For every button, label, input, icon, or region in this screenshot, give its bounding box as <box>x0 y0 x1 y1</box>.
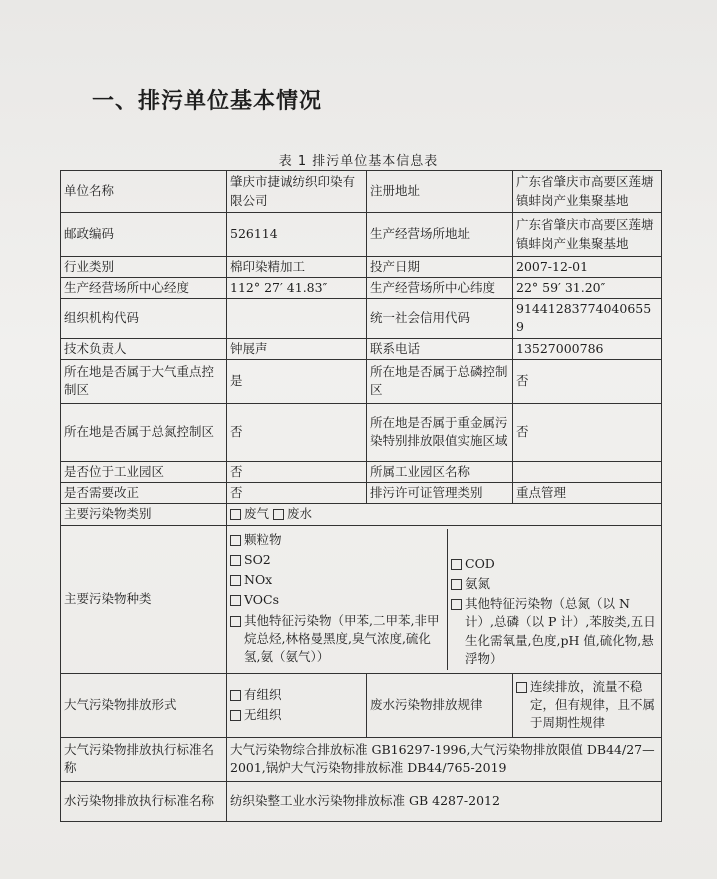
section-title: 一、排污单位基本情况 <box>92 89 323 114</box>
checkbox-empty-icon <box>230 509 241 520</box>
cell-value: 914412837740406559 <box>513 299 662 338</box>
cell-value <box>227 299 367 338</box>
cell-value: 2007-12-01 <box>513 257 662 278</box>
table-row <box>61 213 662 257</box>
option-unorganized: 无组织 <box>244 707 282 723</box>
cell-label: 所在地是否属于总磷控制区 <box>367 359 513 403</box>
table-row <box>61 503 662 525</box>
list-item: 其他特征污染物（甲苯,二甲苯,非甲烷总烃,林格曼黑度,臭气浓度,硫化氢,氨（氨气）） <box>230 612 444 666</box>
table-row <box>61 673 662 737</box>
pollutant-category-options <box>227 503 662 525</box>
table-row <box>61 525 662 673</box>
cell-label: 所在地是否属于总氮控制区 <box>61 403 227 461</box>
table-row <box>61 257 662 278</box>
checkbox-empty-icon <box>230 555 241 566</box>
table-row <box>61 461 662 482</box>
checkbox-empty-icon <box>230 710 241 721</box>
cell-label: 组织机构代码 <box>61 299 227 338</box>
cell-label: 生产经营场所地址 <box>367 213 513 257</box>
cell-label: 是否需要改正 <box>61 482 227 503</box>
cell-label: 邮政编码 <box>61 213 227 257</box>
cell-value: 否 <box>513 359 662 403</box>
cell-value: 13527000786 <box>513 338 662 359</box>
cell-value: 棉印染精加工 <box>227 257 367 278</box>
checkbox-empty-icon <box>516 682 527 693</box>
cell-label: 行业类别 <box>61 257 227 278</box>
checkbox-empty-icon <box>451 599 462 610</box>
table-row <box>61 299 662 338</box>
cell-value <box>513 461 662 482</box>
cell-value: 重点管理 <box>513 482 662 503</box>
checkbox-empty-icon <box>451 579 462 590</box>
cell-label: 所在地是否属于大气重点控制区 <box>61 359 227 403</box>
list-item: COD <box>451 555 658 573</box>
list-item: SO2 <box>230 551 444 569</box>
cell-value: 纺织染整工业水污染物排放标准 GB 4287-2012 <box>227 781 662 821</box>
cell-value: 是 <box>227 359 367 403</box>
cell-label: 注册地址 <box>367 171 513 213</box>
cell-label: 废水污染物排放规律 <box>367 673 513 737</box>
cell-label: 技术负责人 <box>61 338 227 359</box>
list-item: 其他特征污染物（总氮（以 N 计）,总磷（以 P 计）,苯胺类,五日生化需氧量,色度,pH 值,硫化物,悬浮物） <box>451 595 658 668</box>
cell-value: 广东省肇庆市高要区莲塘镇蚌岗产业集聚基地 <box>513 213 662 257</box>
table-row <box>61 171 662 213</box>
cell-value: 大气污染物综合排放标准 GB16297-1996,大气污染物排放限值 DB44/27—2001,锅炉大气污染物排放标准 DB44/765-2019 <box>227 737 662 781</box>
cell-label: 大气污染物排放执行标准名称 <box>61 737 227 781</box>
water-pollutant-list <box>448 529 658 670</box>
checkbox-empty-icon <box>230 595 241 606</box>
cell-value: 22° 59′ 31.20″ <box>513 278 662 299</box>
list-item: NOx <box>230 571 444 589</box>
checkbox-empty-icon <box>230 690 241 701</box>
cell-value: 连续排放，流量不稳定，但有规律，且不属于周期性规律 <box>513 673 662 737</box>
list-item: 氨氮 <box>451 575 658 593</box>
list-item: 颗粒物 <box>230 531 444 549</box>
cell-label: 所在地是否属于重金属污染特别排放限值实施区域 <box>367 403 513 461</box>
cell-label: 是否位于工业园区 <box>61 461 227 482</box>
checkbox-empty-icon <box>273 509 284 520</box>
table-caption: 表 1 排污单位基本信息表 <box>278 154 439 169</box>
cell-label: 单位名称 <box>61 171 227 213</box>
checkbox-empty-icon <box>230 535 241 546</box>
table-row <box>61 781 662 821</box>
table-row <box>61 338 662 359</box>
table-row <box>61 359 662 403</box>
cell-label: 所属工业园区名称 <box>367 461 513 482</box>
cell-value: 否 <box>227 403 367 461</box>
basic-info-table <box>60 170 662 822</box>
cell-label: 生产经营场所中心纬度 <box>367 278 513 299</box>
cell-value: 广东省肇庆市高要区莲塘镇蚌岗产业集聚基地 <box>513 171 662 213</box>
checkbox-empty-icon <box>451 559 462 570</box>
cell-value: 112° 27′ 41.83″ <box>227 278 367 299</box>
cell-label: 生产经营场所中心经度 <box>61 278 227 299</box>
emission-form-options <box>227 673 367 737</box>
table-row <box>61 737 662 781</box>
cell-label: 主要污染物种类 <box>61 525 227 673</box>
table-row <box>61 278 662 299</box>
pollutant-species-cell <box>227 525 662 673</box>
cell-value: 526114 <box>227 213 367 257</box>
air-pollutant-list <box>230 529 448 670</box>
cell-label: 投产日期 <box>367 257 513 278</box>
table-row <box>61 403 662 461</box>
option-waste-gas: 废气 <box>244 506 270 522</box>
cell-value: 否 <box>227 461 367 482</box>
checkbox-empty-icon <box>230 575 241 586</box>
list-item: VOCs <box>230 591 444 609</box>
option-waste-water: 废水 <box>287 506 313 522</box>
cell-label: 水污染物排放执行标准名称 <box>61 781 227 821</box>
option-organized: 有组织 <box>244 687 282 703</box>
cell-label: 主要污染物类别 <box>61 503 227 525</box>
cell-label: 排污许可证管理类别 <box>367 482 513 503</box>
cell-value: 钟展声 <box>227 338 367 359</box>
cell-value: 否 <box>227 482 367 503</box>
checkbox-empty-icon <box>230 616 241 627</box>
table-row <box>61 482 662 503</box>
cell-label: 大气污染物排放形式 <box>61 673 227 737</box>
cell-value: 肇庆市捷诚纺织印染有限公司 <box>227 171 367 213</box>
cell-value: 否 <box>513 403 662 461</box>
cell-label: 统一社会信用代码 <box>367 299 513 338</box>
cell-label: 联系电话 <box>367 338 513 359</box>
